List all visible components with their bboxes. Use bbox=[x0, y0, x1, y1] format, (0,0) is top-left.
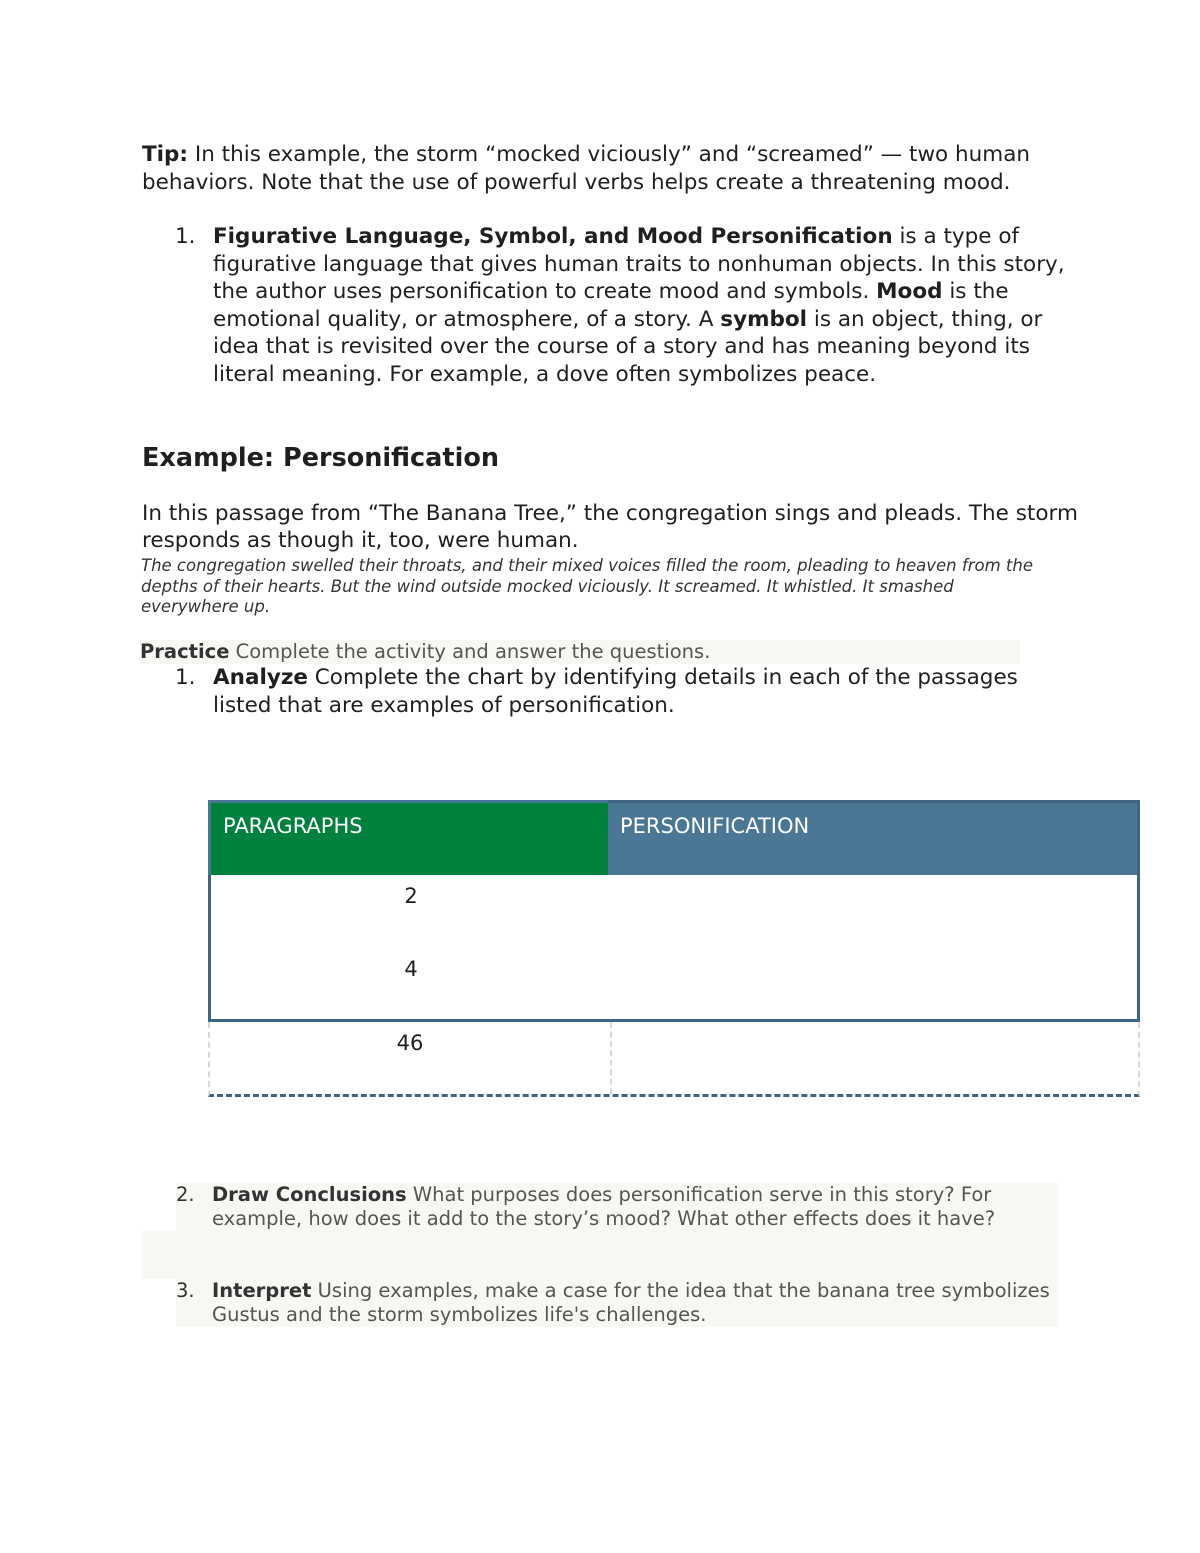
tip-text: In this example, the storm “mocked viciously” and “screamed” — two human behaviors. Note that the use of powerful verbs helps create a threatening mood. bbox=[142, 142, 1031, 195]
mood-term: Mood bbox=[876, 279, 943, 304]
tip-label: Tip: bbox=[142, 142, 189, 167]
personification-definition: is a type of figurative language that gives human traits to nonhuman objects. In this story, the author uses personification to create mood and symbols. bbox=[213, 224, 1065, 304]
paragraphs-header: PARAGRAPHS bbox=[223, 814, 363, 838]
question-label: Draw Conclusions bbox=[212, 1183, 407, 1206]
practice-line bbox=[140, 640, 1020, 664]
answer-space bbox=[142, 1231, 1058, 1279]
analyze-label: Analyze bbox=[213, 665, 308, 690]
figurative-language-heading: Figurative Language, Symbol, and Mood Personification bbox=[213, 224, 893, 249]
cell-divider bbox=[610, 1022, 612, 1094]
question-body: What purposes does personification serve in this story? For example, how does it add to the story’s mood? What other effects does it have? bbox=[212, 1183, 996, 1230]
mood-definition: is the emotional quality, or atmosphere, of a story. A bbox=[213, 279, 1009, 332]
example-heading: Example: Personification bbox=[142, 443, 499, 473]
question-text bbox=[212, 1183, 1052, 1231]
personification-header: PERSONIFICATION bbox=[620, 814, 810, 838]
tip-paragraph bbox=[142, 141, 1042, 196]
question-draw-conclusions bbox=[176, 1183, 1058, 1231]
example-intro: In this passage from “The Banana Tree,” the congregation sings and pleads. The storm responds as though it, too, were human. bbox=[142, 501, 1078, 553]
symbol-term: symbol bbox=[720, 306, 808, 332]
personification-header-cell bbox=[608, 800, 1140, 875]
symbol-definition: is an object, thing, or idea that is revisited over the course of a story and has meaning beyond its literal meaning. For example, a dove often symbolizes peace. bbox=[213, 306, 1043, 387]
analyze-text: Complete the chart by identifying details in each of the passages listed that are examples of personification. bbox=[213, 665, 1018, 718]
paragraph-number-cell: 4 bbox=[404, 957, 418, 981]
question-number: 3. bbox=[176, 1279, 195, 1302]
paragraph-number-cell: 46 bbox=[396, 1031, 424, 1055]
list-item-text bbox=[213, 664, 1073, 719]
paragraph-number-cell: 2 bbox=[404, 884, 418, 908]
practice-label: Practice bbox=[140, 640, 230, 663]
story-quote: The congregation swelled their throats, and their mixed voices filled the room, pleading to heaven from the depths of their hearts. But the wind outside mocked viciously. It screamed. It whistled. It smashed everywhere up. bbox=[141, 556, 1033, 616]
chart-body bbox=[208, 875, 1140, 1022]
list-number: 1. bbox=[175, 665, 196, 690]
question-interpret bbox=[176, 1279, 1058, 1327]
question-label: Interpret bbox=[212, 1279, 312, 1302]
paragraphs-header-cell bbox=[208, 800, 608, 875]
list-item-text bbox=[213, 223, 1073, 388]
list-number: 1. bbox=[175, 224, 196, 249]
question-body: Using examples, make a case for the idea that the banana tree symbolizes Gustus and the storm symbolizes life's challenges. bbox=[212, 1279, 1050, 1326]
question-number: 2. bbox=[176, 1183, 195, 1206]
question-text bbox=[212, 1279, 1052, 1327]
personification-chart bbox=[208, 800, 1140, 1097]
table-row bbox=[208, 1022, 1140, 1097]
practice-text: Complete the activity and answer the questions. bbox=[229, 640, 711, 663]
